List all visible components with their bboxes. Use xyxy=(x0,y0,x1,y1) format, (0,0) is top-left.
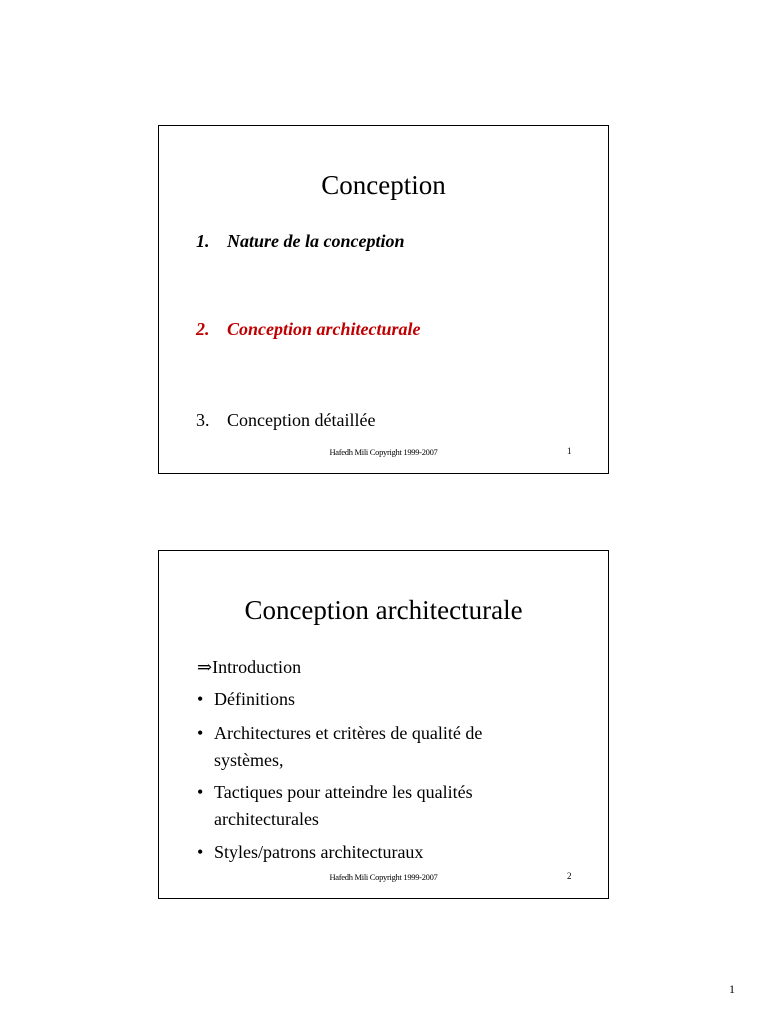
slide-1 xyxy=(158,125,609,474)
bullet-icon: • xyxy=(197,842,204,862)
outline-item-3 xyxy=(196,410,375,431)
arrow-item-introduction: ⇒Introduction xyxy=(197,657,302,677)
slide-number: 2 xyxy=(567,871,572,881)
slide-title: Conception xyxy=(321,170,446,200)
slide-title: Conception architecturale xyxy=(244,595,523,625)
bullet-text: Architectures et critères de qualité de xyxy=(214,723,483,743)
item-number: 2. xyxy=(196,319,210,339)
item-text: Nature de la conception xyxy=(227,231,405,251)
page-number: 1 xyxy=(729,982,735,996)
bullet-text: Définitions xyxy=(214,689,295,709)
bullet-text-continuation: systèmes, xyxy=(214,750,284,770)
item-text: Conception détaillée xyxy=(227,410,376,430)
item-number: 1. xyxy=(196,231,210,251)
slide-number: 1 xyxy=(567,446,572,456)
bullet-item xyxy=(197,779,473,833)
bullet-item xyxy=(197,839,423,866)
bullet-item xyxy=(197,686,295,713)
bullet-item xyxy=(197,720,482,774)
bullet-icon: • xyxy=(197,782,204,802)
slide-footer: Hafedh Mili Copyright 1999-2007 xyxy=(329,447,438,457)
outline-item-1 xyxy=(196,231,405,252)
slide-footer: Hafedh Mili Copyright 1999-2007 xyxy=(329,872,438,882)
bullet-icon: • xyxy=(197,723,204,743)
bullet-icon: • xyxy=(197,689,204,709)
outline-item-2 xyxy=(196,319,421,340)
bullet-text: Styles/patrons architecturaux xyxy=(214,842,424,862)
slide-2 xyxy=(158,550,609,899)
item-text: Conception architecturale xyxy=(227,319,421,339)
bullet-text: Tactiques pour atteindre les qualités xyxy=(214,782,473,802)
item-number: 3. xyxy=(196,410,210,430)
bullet-text-continuation: architecturales xyxy=(214,809,319,829)
